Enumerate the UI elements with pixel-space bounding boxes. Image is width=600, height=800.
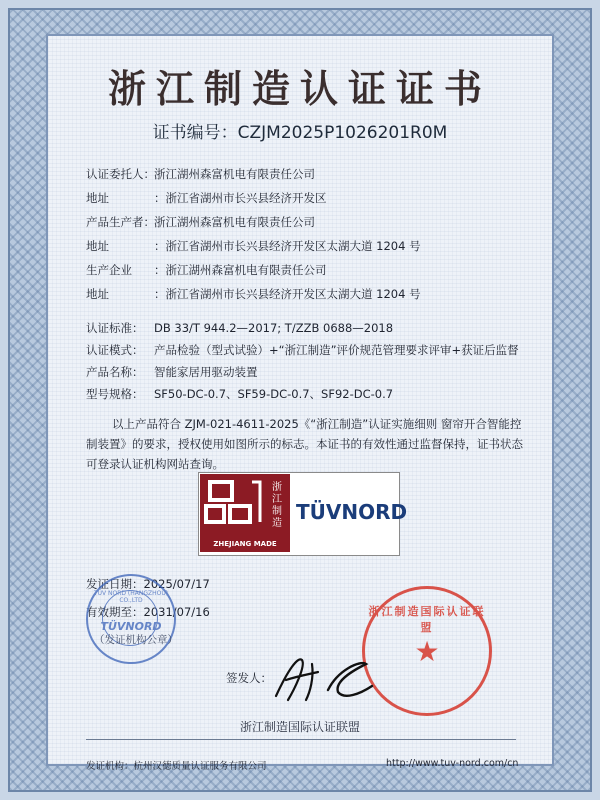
- issuer-seal-logo: TÜVNORD: [100, 620, 162, 633]
- field-value: ：浙江省湖州市长兴县经济开发区太湖大道 1204 号: [154, 239, 421, 253]
- product-value: 产品检验（型式试验）+“浙江制造”评价规范管理要求评审+获证后监督: [154, 343, 519, 357]
- field-value: ：浙江省湖州市长兴县经济开发区: [154, 191, 327, 205]
- expiry-date-label: 有效期至：: [86, 605, 144, 619]
- field-row: [86, 190, 327, 206]
- issuing-body: 发证机构：杭州汉德质量认证服务有限公司: [86, 761, 267, 772]
- statement-paragraph: 以上产品符合 ZJM-021-4611-2025《“浙江制造”认证实施细则 窗帘开合智能控制装置》的要求，授权使用如图所示的标志。本证书的有效性通过监督保持，证书状态可登录认证机构网站查询。: [86, 417, 523, 471]
- field-value: 浙江湖州森富机电有限责任公司: [154, 167, 315, 181]
- alliance-seal-stamp: [362, 586, 492, 716]
- product-value: SF50-DC-0.7、SF59-DC-0.7、SF92-DC-0.7: [154, 387, 394, 401]
- field-value: ：浙江湖州森富机电有限责任公司: [154, 263, 327, 277]
- field-value: 浙江湖州森富机电有限责任公司: [154, 215, 315, 229]
- product-row: [86, 386, 393, 402]
- alliance-seal-text: 浙江制造国际认证联盟: [368, 605, 486, 634]
- field-label: 地址: [86, 287, 109, 301]
- field-row: [86, 214, 315, 230]
- handwritten-signature: [268, 650, 378, 710]
- certificate-number-label: 证书编号：: [152, 123, 238, 143]
- tuv-nord-logo: TÜVNORD: [296, 500, 408, 524]
- field-row: [86, 286, 421, 302]
- issue-date-value: 2025/07/17: [143, 577, 210, 591]
- field-label: 认证委托人：: [86, 167, 155, 181]
- issuer-seal-note: （发证机构公章）: [94, 634, 178, 646]
- certificate-number: [0, 118, 600, 143]
- field-label: 地址: [86, 239, 109, 253]
- issuer-seal-stamp: [86, 574, 176, 664]
- field-label: 生产企业: [86, 263, 132, 277]
- issue-date-label: 发证日期：: [86, 577, 144, 591]
- issuer-seal-text: TÜV NORD (HANGZHOU) CO.,LTD: [93, 590, 169, 604]
- issuer-website-link[interactable]: http://www.tuv-nord.com/cn: [386, 758, 519, 769]
- product-label: 认证模式：: [86, 343, 144, 357]
- certificate-number-value: CZJM2025P1026201R0M: [237, 123, 448, 143]
- field-row: [86, 238, 421, 254]
- product-value: DB 33/T 944.2—2017; T/ZZB 0688—2018: [154, 321, 394, 335]
- certificate-title: 浙江制造认证证书: [107, 66, 492, 111]
- product-row: [86, 320, 393, 336]
- zhejiang-made-vertical-text: 浙江制造: [272, 482, 282, 529]
- product-label: 认证标准：: [86, 321, 144, 335]
- product-value: 智能家居用驱动装置: [154, 365, 258, 379]
- product-label: 产品名称：: [86, 365, 144, 379]
- field-value: ：浙江省湖州市长兴县经济开发区太湖大道 1204 号: [154, 287, 421, 301]
- star-icon: ★: [414, 635, 440, 668]
- expiry-date-value: 2031/07/16: [143, 605, 210, 619]
- field-label: 地址: [86, 191, 109, 205]
- signer-label: 签发人：: [226, 671, 272, 685]
- field-row: [86, 166, 315, 182]
- product-label: 型号规格：: [86, 387, 144, 401]
- field-row: [86, 262, 327, 278]
- product-row: [86, 364, 258, 380]
- product-row: [86, 342, 519, 358]
- zhejiang-made-caption: ZHEJIANG MADE: [213, 540, 277, 548]
- footer-organization: 浙江制造国际认证联盟: [239, 720, 360, 734]
- field-label: 产品生产者：: [86, 215, 155, 229]
- footer-divider: [86, 739, 516, 740]
